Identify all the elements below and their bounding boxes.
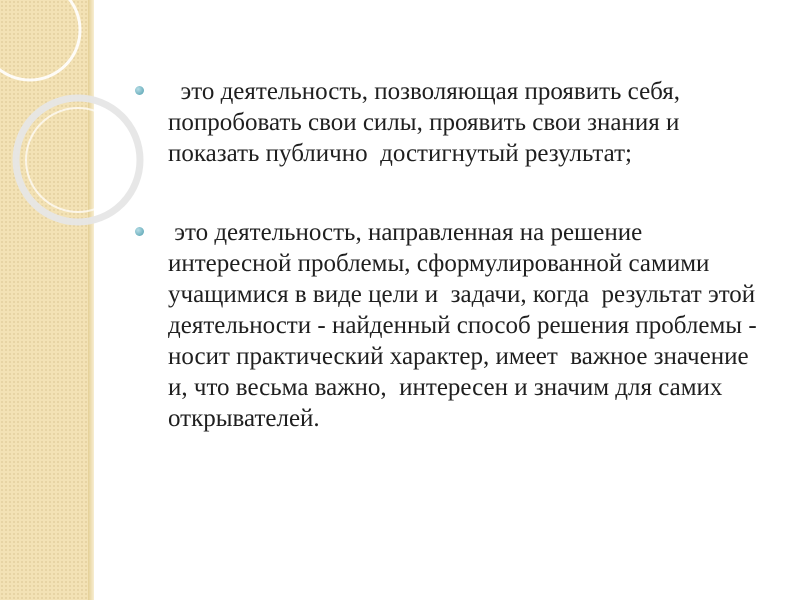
bullet-item-1 xyxy=(135,76,765,169)
slide-content xyxy=(135,76,765,434)
bullet-text-2: это деятельность, направленная на решение интересной проблемы, сформулированной самими учащимися в виде цели и задачи, когда результат этой деятельности - найденный способ решения проблемы - носит практический характер, имеет важное значение и, что весьма важно, интересен и значим для самих открывателей. xyxy=(168,219,763,432)
bullet-item-2 xyxy=(135,217,765,434)
bullet-text-1: это деятельность, позволяющая проявить себя, попробовать свои силы, проявить свои знания и показать публично достигнутый результат; xyxy=(168,78,687,167)
bullet-dot-icon xyxy=(135,86,144,95)
bullet-dot-icon xyxy=(135,227,144,236)
